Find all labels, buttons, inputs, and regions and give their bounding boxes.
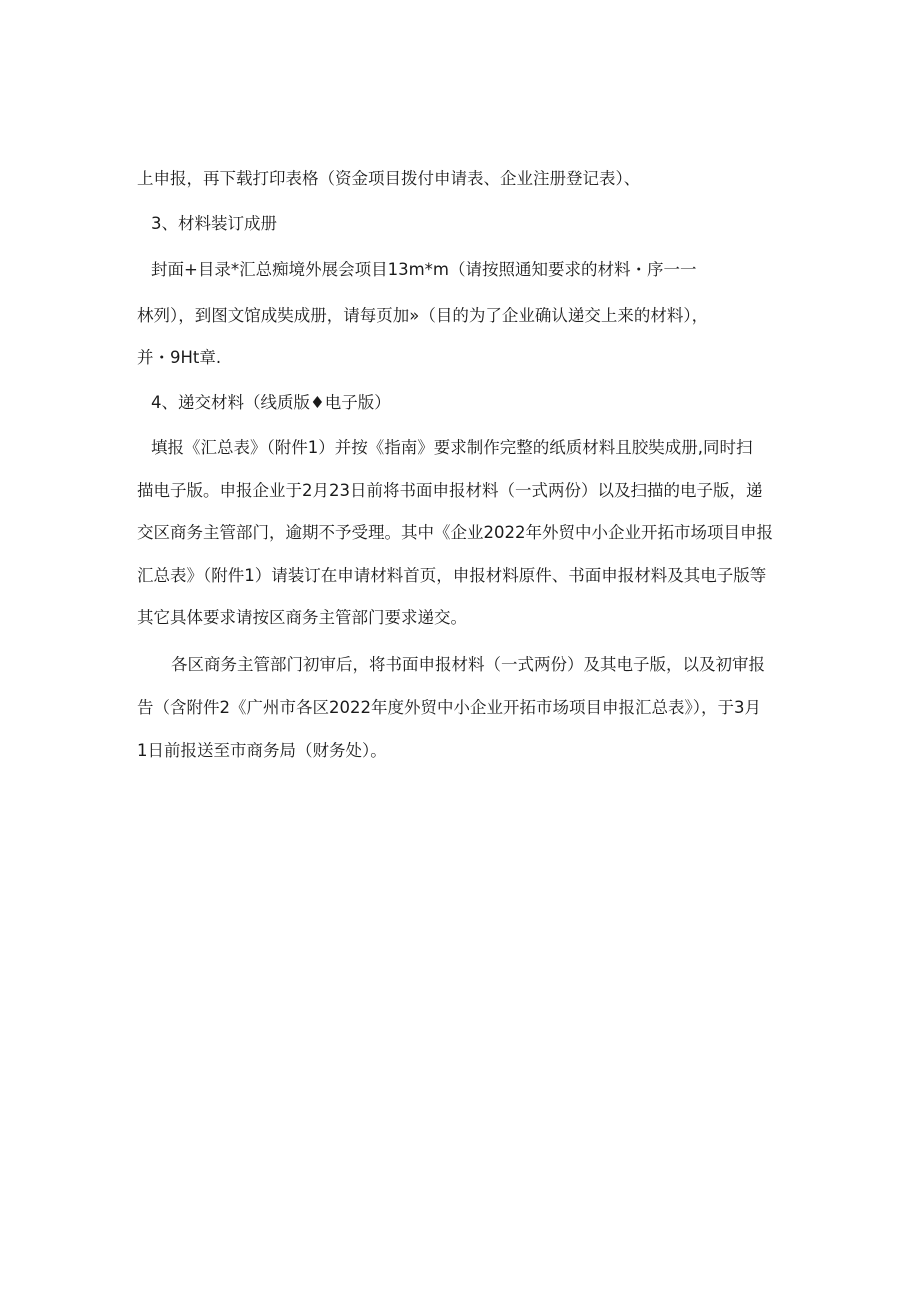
paragraph-line: 填报《汇总表》（附件1）并按《指南》要求制作完整的纸质材料且胶奘成册,同时扫 [151,438,753,457]
section-heading-4: 4、递交材料（线质版♦电子版） [151,393,391,412]
paragraph-line: 汇总表》（附件1）请装订在申请材料首页，申报材料原件、书面申报材料及其电子版等 [137,566,767,585]
paragraph-line: 1日前报送至市商务局（财务处）。 [137,741,387,760]
paragraph-line: 封面+目录*汇总痴境外展会项目13m*m（请按照通知要求的材料・序一一 [151,260,697,279]
paragraph-line: 其它具体要求请按区商务主管部门要求递交。 [137,608,467,627]
paragraph-line: 林列），到图文馆成奘成册，请每页加»（目的为了企业确认递交上来的材料）， [137,306,709,325]
paragraph-line: 并・9Ht章. [137,348,222,367]
section-heading-3: 3、材料装订成册 [151,214,277,233]
paragraph-line: 描电子版。申报企业于2月23日前将书面申报材料（一式两份）以及扫描的电子版，递 [137,481,763,500]
paragraph-line: 各区商务主管部门初审后，将书面申报材料（一式两份）及其电子版，以及初审报 [171,655,765,674]
paragraph-line: 告（含附件2《广州市各区2022年度外贸中小企业开拓市场项目申报汇总表》），于3月 [137,698,761,717]
paragraph-line: 上申报，再下载打印表格（资金项目拨付申请表、企业注册登记表）、 [137,169,641,188]
paragraph-line: 交区商务主管部门，逾期不予受理。其中《企业2022年外贸中小企业开拓市场项目申报 [137,523,773,542]
